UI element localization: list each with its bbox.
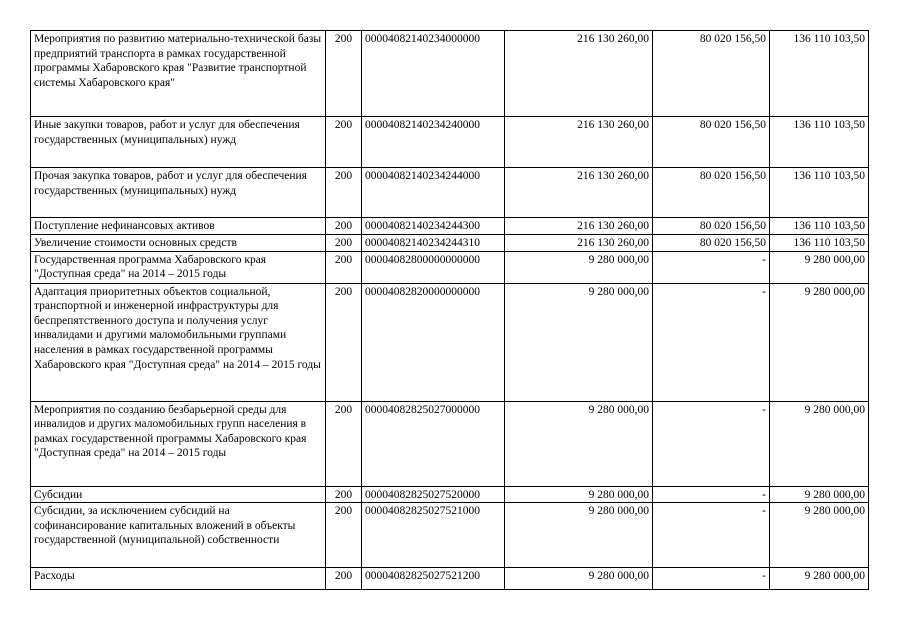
row-approved-cell: 9 280 000,00 — [505, 401, 653, 486]
row-name-cell: Увеличение стоимости основных средств — [31, 235, 326, 252]
row-name-cell: Адаптация приоритетных объектов социальной, транспортной и инженерной инфраструктуры для беспрепятственного доступа и получения услуг инвалидами и другими маломобильными группами населения в рамках государственной программы Хабаровского края "Доступная среда" на 2014 – 2015 годы — [31, 283, 326, 401]
table-body — [31, 31, 869, 590]
row-approved-cell: 9 280 000,00 — [505, 568, 653, 590]
row-kbk-cell: 00004082825027521200 — [362, 568, 505, 590]
row-name-cell: Прочая закупка товаров, работ и услуг для обеспечения государственных (муниципальных) нужд — [31, 168, 326, 218]
row-unexecuted-cell: 9 280 000,00 — [770, 401, 869, 486]
row-kbk-cell: 00004082825027521000 — [362, 503, 505, 568]
row-approved-cell: 216 130 260,00 — [505, 117, 653, 168]
row-unexecuted-cell: 9 280 000,00 — [770, 503, 869, 568]
row-approved-cell: 9 280 000,00 — [505, 486, 653, 503]
row-name-cell: Расходы — [31, 568, 326, 590]
row-code-cell: 200 — [326, 218, 362, 235]
row-kbk-cell: 00004082140234244300 — [362, 218, 505, 235]
table-row — [31, 568, 869, 590]
table-row — [31, 235, 869, 252]
row-name-cell: Иные закупки товаров, работ и услуг для обеспечения государственных (муниципальных) нужд — [31, 117, 326, 168]
row-approved-cell: 216 130 260,00 — [505, 235, 653, 252]
row-name-cell: Субсидии, за исключением субсидий на софинансирование капитальных вложений в объекты государственной (муниципальной) собственности — [31, 503, 326, 568]
table-row — [31, 31, 869, 117]
row-kbk-cell: 00004082820000000000 — [362, 283, 505, 401]
row-unexecuted-cell: 9 280 000,00 — [770, 251, 869, 283]
row-approved-cell: 9 280 000,00 — [505, 251, 653, 283]
row-executed-cell: - — [653, 503, 770, 568]
row-kbk-cell: 00004082825027520000 — [362, 486, 505, 503]
row-executed-cell: 80 020 156,50 — [653, 168, 770, 218]
table-row — [31, 251, 869, 283]
row-unexecuted-cell: 9 280 000,00 — [770, 486, 869, 503]
table-row — [31, 503, 869, 568]
row-code-cell: 200 — [326, 283, 362, 401]
row-code-cell: 200 — [326, 235, 362, 252]
row-unexecuted-cell: 136 110 103,50 — [770, 168, 869, 218]
row-executed-cell: 80 020 156,50 — [653, 218, 770, 235]
row-executed-cell: 80 020 156,50 — [653, 31, 770, 117]
row-name-cell: Мероприятия по созданию безбарьерной среды для инвалидов и других маломобильных групп населения в рамках государственной программы Хабаровского края "Доступная среда" на 2014 – 2015 годы — [31, 401, 326, 486]
row-executed-cell: 80 020 156,50 — [653, 117, 770, 168]
row-kbk-cell: 00004082825027000000 — [362, 401, 505, 486]
row-executed-cell: - — [653, 283, 770, 401]
row-code-cell: 200 — [326, 168, 362, 218]
row-executed-cell: - — [653, 486, 770, 503]
row-approved-cell: 216 130 260,00 — [505, 168, 653, 218]
row-kbk-cell: 00004082140234244000 — [362, 168, 505, 218]
row-kbk-cell: 00004082140234000000 — [362, 31, 505, 117]
row-unexecuted-cell: 9 280 000,00 — [770, 568, 869, 590]
row-name-cell: Субсидии — [31, 486, 326, 503]
row-code-cell: 200 — [326, 503, 362, 568]
row-approved-cell: 9 280 000,00 — [505, 503, 653, 568]
row-executed-cell: - — [653, 401, 770, 486]
row-unexecuted-cell: 9 280 000,00 — [770, 283, 869, 401]
row-executed-cell: 80 020 156,50 — [653, 235, 770, 252]
row-unexecuted-cell: 136 110 103,50 — [770, 235, 869, 252]
row-approved-cell: 216 130 260,00 — [505, 218, 653, 235]
row-kbk-cell: 00004082140234240000 — [362, 117, 505, 168]
row-code-cell: 200 — [326, 486, 362, 503]
row-unexecuted-cell: 136 110 103,50 — [770, 218, 869, 235]
table-row — [31, 168, 869, 218]
row-unexecuted-cell: 136 110 103,50 — [770, 117, 869, 168]
table-row — [31, 218, 869, 235]
row-unexecuted-cell: 136 110 103,50 — [770, 31, 869, 117]
row-name-cell: Поступление нефинансовых активов — [31, 218, 326, 235]
row-code-cell: 200 — [326, 251, 362, 283]
row-code-cell: 200 — [326, 568, 362, 590]
expenditure-table — [30, 30, 869, 590]
table-row — [31, 401, 869, 486]
row-executed-cell: - — [653, 251, 770, 283]
row-code-cell: 200 — [326, 401, 362, 486]
table-row — [31, 117, 869, 168]
row-approved-cell: 216 130 260,00 — [505, 31, 653, 117]
row-kbk-cell: 00004082800000000000 — [362, 251, 505, 283]
row-approved-cell: 9 280 000,00 — [505, 283, 653, 401]
row-kbk-cell: 00004082140234244310 — [362, 235, 505, 252]
row-executed-cell: - — [653, 568, 770, 590]
row-name-cell: Государственная программа Хабаровского края "Доступная среда" на 2014 – 2015 годы — [31, 251, 326, 283]
table-row — [31, 486, 869, 503]
row-name-cell: Мероприятия по развитию материально-технической базы предприятий транспорта в рамках государственной программы Хабаровского края "Развитие транспортной системы Хабаровского края" — [31, 31, 326, 117]
row-code-cell: 200 — [326, 31, 362, 117]
table-row — [31, 283, 869, 401]
row-code-cell: 200 — [326, 117, 362, 168]
